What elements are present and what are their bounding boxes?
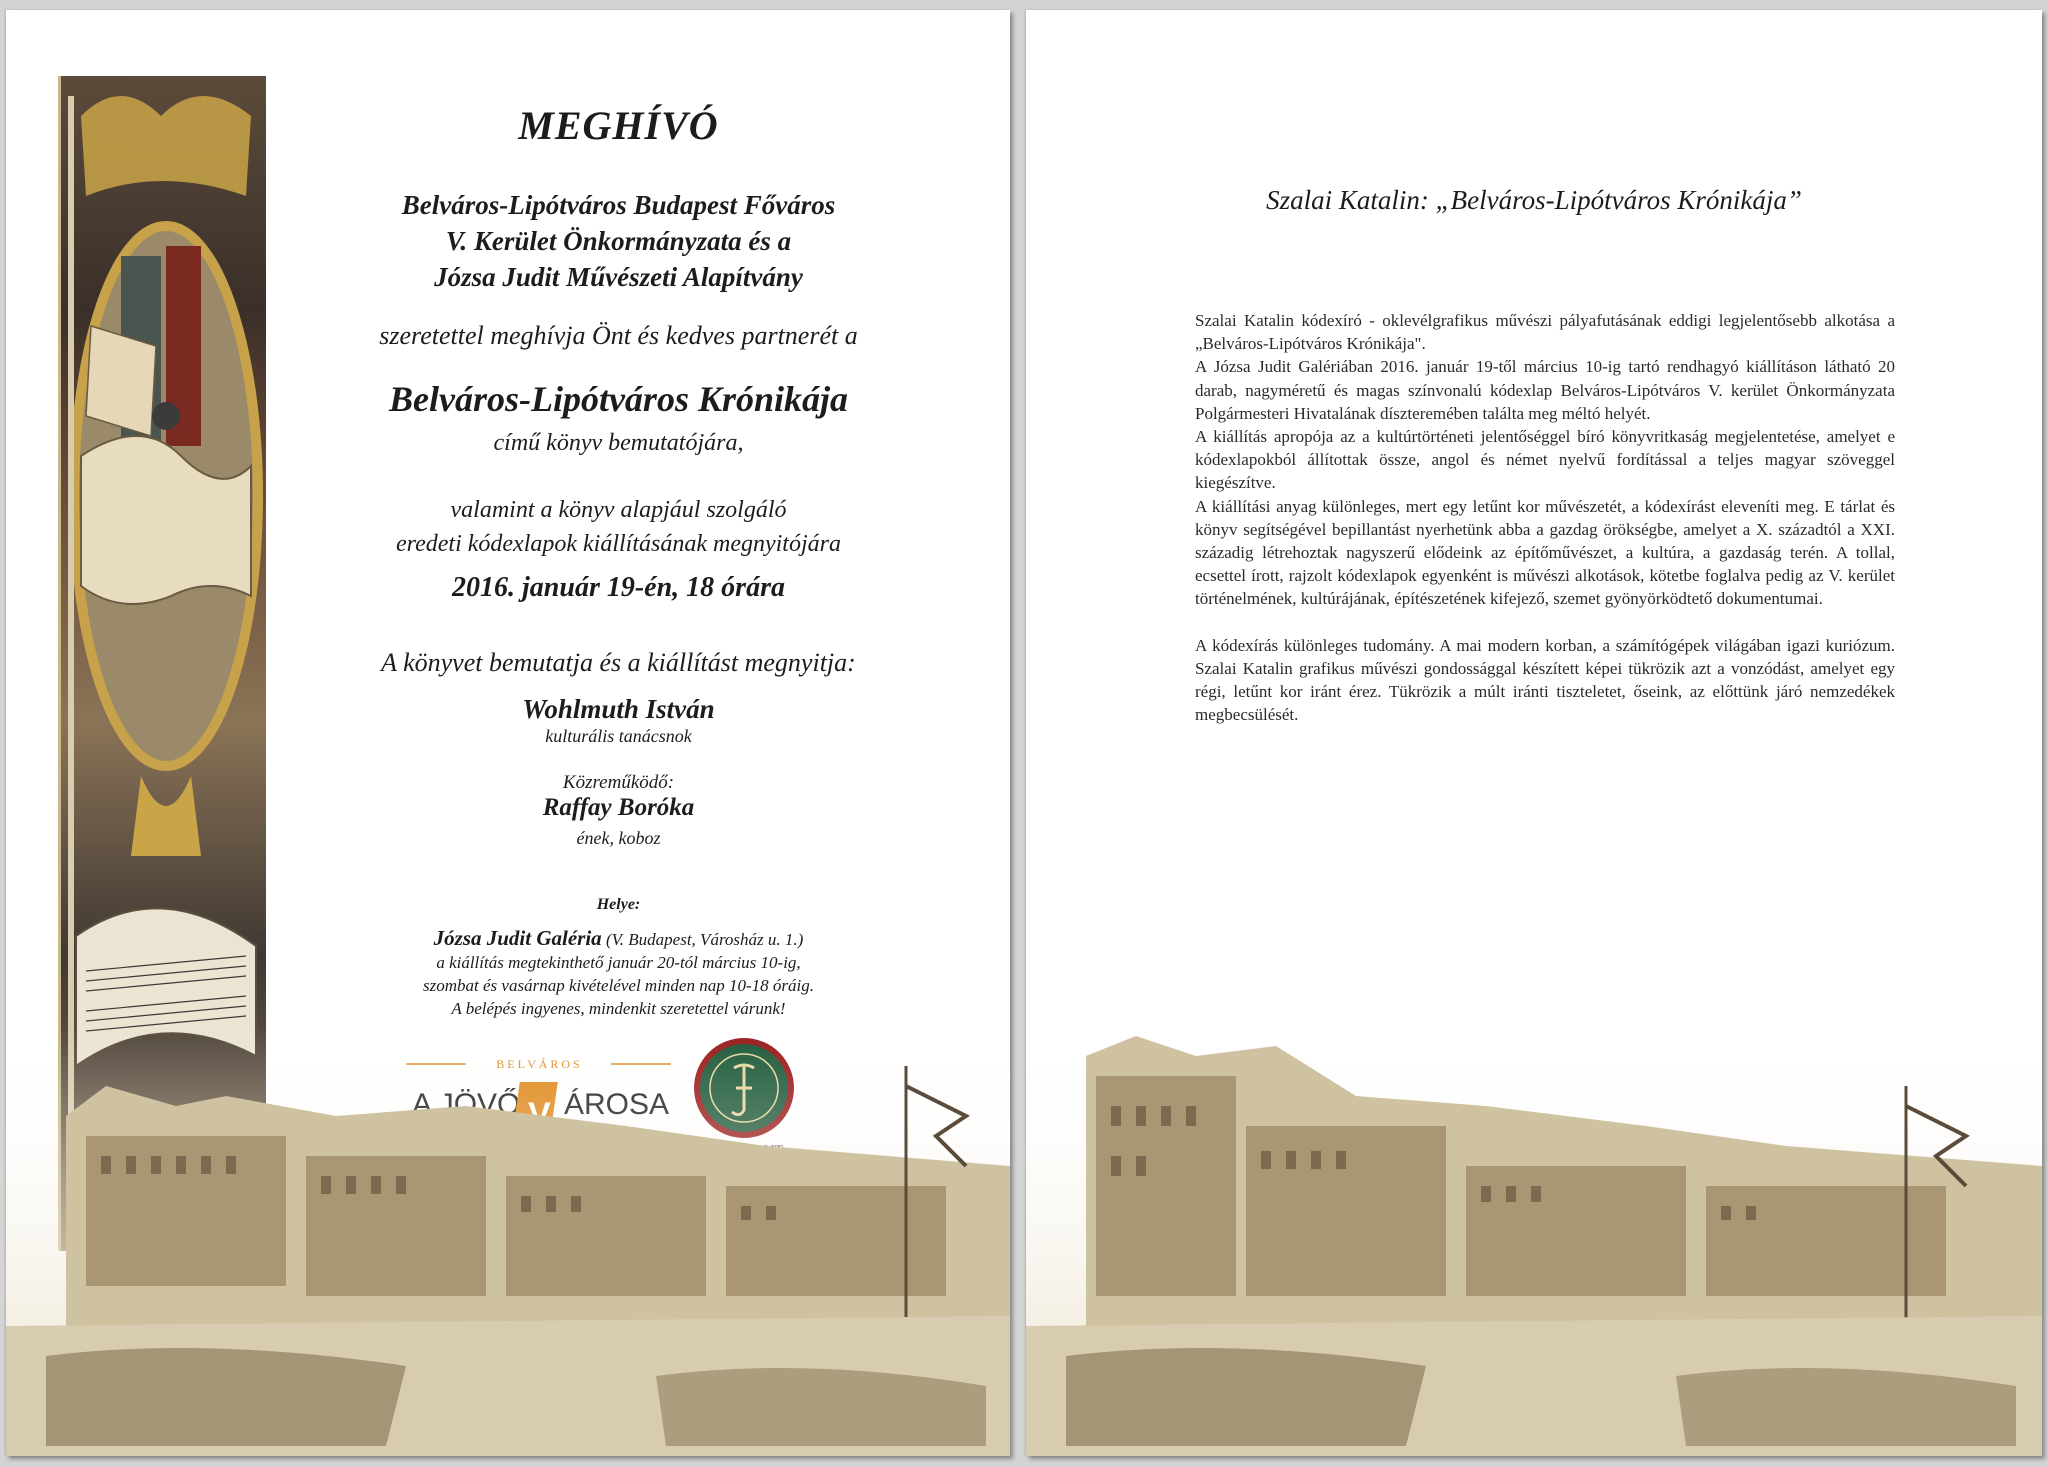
presenter-role: kulturális tanácsnok [545,726,692,746]
description-paragraph: A kiállítás apropója az a kultúrtörténeti jelentőséggel bíró könyvritkaság megjelentetése, amelyet e kódexlapokból állítottak össze, angol és német nyelvű fordítással a teljes magyar szöveggel kiegészítve. [1195,427,1895,493]
description-title: Szalai Katalin: „Belváros-Lipótváros Krónikája” [1266,185,1802,215]
venue-name: Józsa Judit Galéria [433,926,602,950]
description-paragraph: A kiállítási anyag különleges, mert egy letűnt kor művészetét, a kódexírást eleveníti meg. E tárlat és könyv segítségével bepillantást nyerhetünk abba a gazdag örökségbe, amelyet a X. századtól a XXI. századig létrehoztak nagyszerű elődeink az építőművészet, a kultúra, a gazdaság terén. A tollal, ecsettel írott, rajzolt kódexlapok egyenként is művészi alkotások, kötetbe foglalva pedig az V. kerület történelmének, kultúrájának, építészetének kifejező, szemet gyönyörködtető dokumentumai. [1195,496,1895,609]
city-panorama-right [1026,1026,2042,1456]
city-panorama-illustration [6,1026,1010,1456]
organizer-line: V. Kerület Önkormányzata és a [445,226,792,256]
paragraph-spacer [1195,611,1895,634]
cooperator-name: Raffay Boróka [542,794,695,821]
cooperator-role: ének, koboz [576,828,661,848]
event-date: 2016. január 19-én, 18 órára [452,572,785,603]
book-title: Belváros-Lipótváros Krónikája [388,379,849,419]
venue-detail-line: szombat és vasárnap kivételével minden nap 10-18 óráig. [423,976,814,995]
organizers-block [346,187,891,295]
venue-block [336,927,901,1020]
venue-address: (V. Budapest, Városház u. 1.) [601,930,804,949]
invitation-title: MEGHÍVÓ [518,103,719,148]
city-panorama-illustration [1026,1026,2042,1456]
description-body [1195,309,1895,726]
presenter-name: Wohlmuth István [522,694,715,724]
venue-detail-line: A belépés ingyenes, mindenkit szeretettel várunk! [451,999,786,1018]
venue-label: Helye: [596,896,641,913]
presenter-intro: A könyvet bemutatja és a kiállítást megnyitja: [381,648,856,677]
venue-line [336,927,901,951]
description-paragraph: A kódexírás különleges tudomány. A mai modern korban, a számítógépek világában igazi kuriózum. Szalai Katalin grafikus művészi gondossággal készített képei tükrözik azt a vonzódást, amelyet egy régi, letűnt kor iránt érez. Tükrözik a múlt iránti tiszteletet, őseink, az előttünk járó nemzedékek megbecsülését. [1195,635,1895,725]
description-paragraph: Szalai Katalin kódexíró - oklevélgrafikus művészi pályafutásának eddigi legjelentősebb alkotása a „Belváros-Lipótváros Krónikája". [1195,311,1895,354]
organizer-line: Belváros-Lipótváros Budapest Főváros [401,190,836,220]
invitation-page [6,10,1010,1456]
description-paragraph: A Józsa Judit Galériában 2016. január 19-től március 10-ig tartó rendhagyó kiállításon látható 20 darab, nagyméretű és magas színvonalú kódexlap Belváros-Lipótváros V. kerület Önkormányzata Polgármesteri Hivatalának díszteremében találta meg méltó helyét. [1195,357,1895,423]
invites-line: szeretettel meghívja Önt és kedves partnerét a [379,321,858,350]
book-subtitle: című könyv bemutatójára, [493,430,744,456]
city-panorama-left [6,1026,1010,1456]
exhibition-line-block [346,493,891,561]
cooperator-label: Közreműködő: [562,772,675,793]
description-page [1026,10,2042,1456]
exhibition-line: eredeti kódexlapok kiállításának megnyitójára [396,531,841,557]
organizer-line: Józsa Judit Művészeti Alapítvány [434,262,803,292]
exhibition-line: valamint a könyv alapjául szolgáló [450,497,787,523]
venue-detail-line: a kiállítás megtekinthető január 20-tól március 10-ig, [436,953,801,972]
